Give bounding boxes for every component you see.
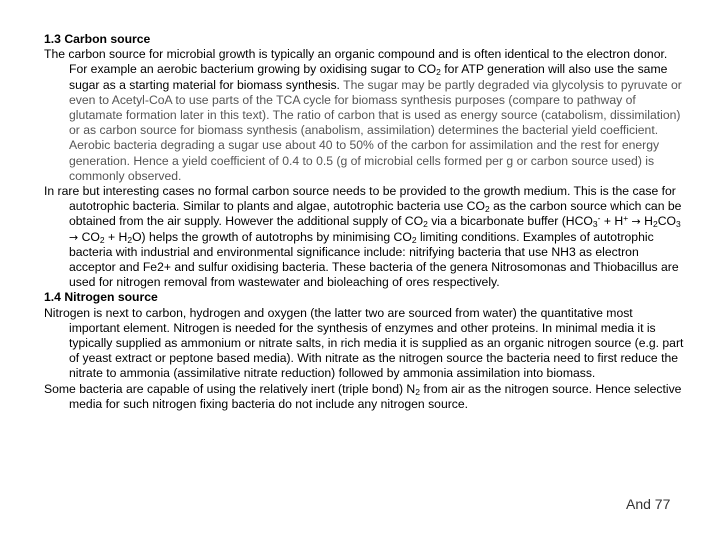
page-footer-label: And 77: [626, 496, 671, 512]
paragraph-nitrogen-fixing: Some bacteria are capable of using the relatively inert (triple bond) $N_2$ from air as the nitrogen source. Hence selective media for such nitrogen fixing bacteria do not include any nitrogen source.: [44, 381, 682, 411]
reaction-arrow-icon: →: [69, 230, 79, 244]
section-heading-nitrogen-source: 1.4 Nitrogen source: [44, 290, 158, 305]
document-body: [44, 32, 684, 412]
paragraph-nitrogen-source: Nitrogen is next to carbon, hydrogen and oxygen (the latter two are sourced from water) the quantitative most important element. Nitrogen is needed for the synthesis of enzymes and other proteins. In minimal media it is typically supplied as ammonium or nitrate salts, in rich media it is supplied as an organic nitrogen source (e.g. part of yeast extract or peptone based media). With nitrate as the nitrogen source the bacteria need to first reduce the nitrate to ammonia (assimilative nitrate reduction) followed by ammonia assimilation into biomass.: [44, 305, 684, 381]
reaction-arrow-icon: →: [631, 215, 641, 229]
paragraph-autotrophic-bacteria: In rare but interesting cases no formal carbon source needs to be provided to the growth medium. This is the case for autotrophic bacteria. Similar to plants and algae, autotrophic bacteria use $CO_2$ as the carbon source which can be obtained from the air supply. However the additional supply of $CO_2$ via a bicarbonate buffer $(HCO_3^- + H^+ \to H_2CO_3 \to CO_2 + H_2O)$ helps the growth of autotrophs by minimising $CO_2$ limiting conditions. Examples of autotrophic bacteria with industrial and environmental significance include: nitrifying bacteria that use NH3 as electron acceptor and Fe2+ and sulfur oxidising bacteria. These bacteria of the genera Nitrosomonas and Thiobacillus are used for nitrogen removal from wastewater and bioleaching of ores respectively.: [44, 184, 682, 290]
paragraph-carbon-source-intro: The carbon source for microbial growth is typically an organic compound and is often identical to the electron donor. For example an aerobic bacterium growing by oxidising sugar to $CO_2$ for ATP generation will also use the same sugar as a starting material for biomass synthesis. The sugar may be partly degraded via glycolysis to pyruvate or even to Acetyl-CoA to use parts of the TCA cycle for biomass synthesis purposes (compare to pathway of glutamate formation later in this text). The ratio of carbon that is used as energy source (catabolism, dissimilation) or as carbon source for biomass synthesis (anabolism, assimilation) determines the bacterial yield coefficient. Aerobic bacteria degrading a sugar use about 40 to 50% of the carbon for assimilation and the rest for energy generation. Hence a yield coefficient of 0.4 to 0.5 (g of microbial cells formed per g or carbon source used) is commonly observed.: [44, 47, 682, 183]
section-heading-carbon-source: 1.3 Carbon source: [44, 32, 151, 46]
